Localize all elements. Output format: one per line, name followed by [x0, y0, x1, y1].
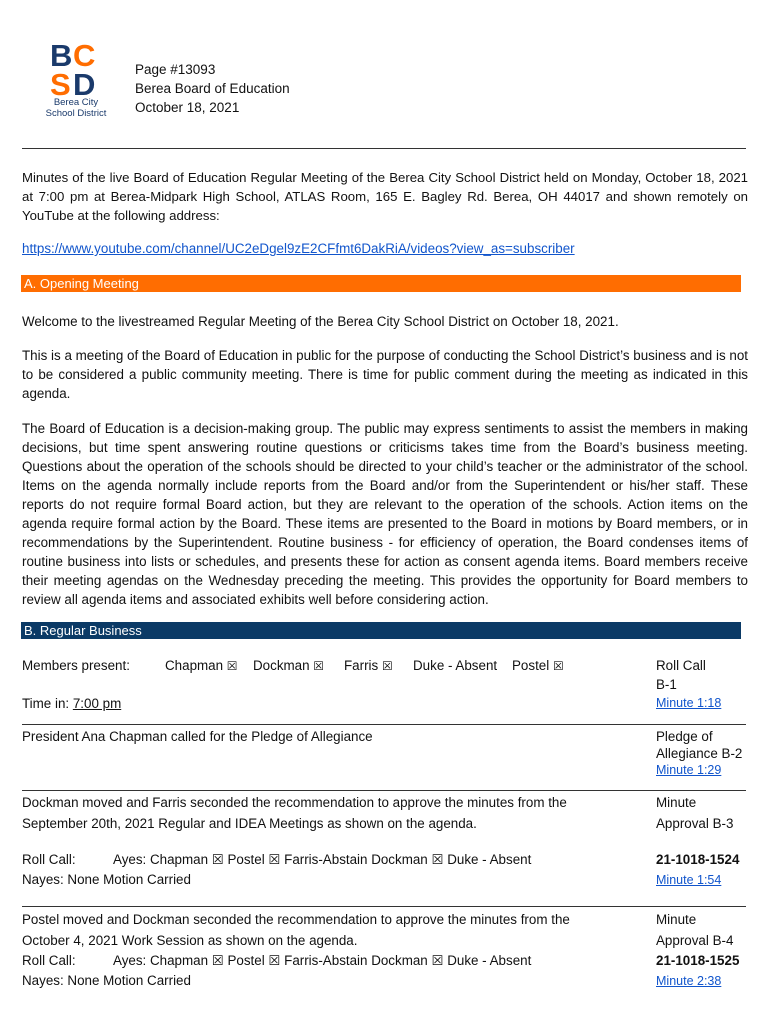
b4-side-label — [656, 911, 733, 949]
time-in-value: 7:00 pm — [72, 696, 122, 711]
member-name: Dockman — [253, 658, 310, 673]
b4-nayes: Nayes: None Motion Carried — [22, 973, 191, 988]
document-header — [135, 60, 290, 117]
intro-paragraph: Minutes of the live Board of Education Regular Meeting of the Berea City School District held on Monday, October 18, 2021 at 7:00 pm at Berea-Midpark High School, ATLAS Room, 165 E. Bagley Rd. Berea, OH 44017 and shown remotely on YouTube at the following address: — [22, 170, 748, 223]
youtube-link-row — [22, 239, 748, 258]
b3-side-label — [656, 794, 733, 832]
board-description-paragraph: The Board of Education is a decision-making group. The public may express sentiments to assist the members in making decisions, but time spent answering routine questions or criticisms takes time from the Board’s business meeting. Questions about the operation of the schools should be directed to your child’s teacher or the administrator of the school. Items on the agenda normally include reports from the Board and/or from the Superintendent or his/her staff. These reports do not require formal Board action, but they are relevant to the operation of the schools. Action items on the agenda require formal action by the Board. These items are presented to the Board in motions by Board members, or in recommendations by the Superintendent. Routine business - for efficiency of operation, the Board condenses items of routine business into lists or schedules, and presents these for action as consent agenda items. Board members receive their meeting agendas on the Wednesday preceding the meeting. This provides the opportunity for Board members to review all agenda items and associated exhibits well before considering action. — [22, 421, 748, 607]
checked-box-icon: ☒ — [381, 659, 393, 673]
logo-line-2: School District — [45, 108, 107, 119]
b4-motion-line-2: October 4, 2021 Work Session as shown on the agenda. — [22, 933, 358, 948]
side-line-1: Roll Call — [656, 658, 706, 673]
section-b-header: B. Regular Business — [21, 622, 741, 639]
side-line-2: Approval B-3 — [656, 816, 734, 831]
divider-b3 — [22, 906, 746, 907]
member-name: Postel — [512, 658, 550, 673]
page-number: Page #13093 — [135, 62, 216, 77]
divider-b2 — [22, 790, 746, 791]
b3-minute-wrap — [656, 872, 721, 889]
checked-box-icon: ☒ — [313, 659, 325, 673]
minute-link[interactable]: Minute 1:29 — [656, 763, 722, 777]
time-in-label: Time in: — [22, 696, 73, 711]
side-line-1: Pledge of — [656, 729, 713, 744]
welcome-paragraph: Welcome to the livestreamed Regular Meeting of the Berea City School District on October 18, 2021. — [22, 314, 619, 329]
b3-resolution-number: 21-1018-1524 — [656, 852, 740, 867]
logo-letter-d: D — [73, 67, 96, 100]
b4-ayes: Ayes: Chapman ☒ Postel ☒ Farris-Abstain Dockman ☒ Duke - Absent — [113, 953, 532, 968]
b3-nayes: Nayes: None Motion Carried — [22, 872, 191, 887]
b4-minute-wrap — [656, 973, 721, 990]
logo-letter-b: B — [50, 38, 73, 73]
member-farris — [344, 656, 393, 676]
member-name: Chapman — [165, 658, 224, 673]
youtube-link[interactable]: https://www.youtube.com/channel/UC2eDgel9zE2CFfmt6DakRiA/videos?view_as=subscriber — [22, 241, 575, 256]
time-in — [22, 694, 121, 713]
b3-ayes: Ayes: Chapman ☒ Postel ☒ Farris-Abstain Dockman ☒ Duke - Absent — [113, 852, 532, 867]
organization-name: Berea Board of Education — [135, 81, 290, 96]
b3-roll-call-label: Roll Call: — [22, 852, 76, 867]
district-logo — [36, 38, 116, 120]
b3-motion-line-2: September 20th, 2021 Regular and IDEA Meetings as shown on the agenda. — [22, 816, 477, 831]
minute-link[interactable]: Minute 1:18 — [656, 696, 722, 710]
pledge-text: President Ana Chapman called for the Pledge of Allegiance — [22, 729, 373, 744]
b4-resolution-number: 21-1018-1525 — [656, 953, 740, 968]
logo-letter-c: C — [73, 38, 96, 73]
section-a-header: A. Opening Meeting — [21, 275, 741, 292]
member-name: Farris — [344, 658, 379, 673]
b3-motion-line-1: Dockman moved and Farris seconded the recommendation to approve the minutes from the — [22, 795, 567, 810]
meeting-date: October 18, 2021 — [135, 100, 240, 115]
logo-letter-s: S — [50, 67, 71, 100]
b4-motion-line-1: Postel moved and Dockman seconded the recommendation to approve the minutes from the — [22, 912, 570, 927]
minute-link[interactable]: Minute 1:54 — [656, 873, 722, 887]
side-line-1: Minute — [656, 795, 697, 810]
bcsd-logo-mark — [36, 38, 116, 100]
side-line-2: Approval B-4 — [656, 933, 734, 948]
logo-line-1: Berea City — [53, 97, 99, 108]
divider-b1 — [22, 724, 746, 725]
b1-side-label — [656, 657, 721, 712]
member-postel — [512, 656, 564, 676]
checked-box-icon: ☒ — [226, 659, 238, 673]
side-line-1: Minute — [656, 912, 697, 927]
member-dockman — [253, 656, 324, 676]
side-line-2: Allegiance B-2 — [656, 746, 743, 761]
minute-link[interactable]: Minute 2:38 — [656, 974, 722, 988]
public-meeting-paragraph: This is a meeting of the Board of Education in public for the purpose of conducting the School District’s business and is not to be considered a public community meeting. There is time for public comment during the meeting as indicated in this agenda. — [22, 348, 748, 401]
b4-roll-call-label: Roll Call: — [22, 953, 76, 968]
side-line-2: B-1 — [656, 677, 677, 692]
member-chapman — [165, 656, 238, 676]
b2-side-label — [656, 728, 742, 779]
member-duke: Duke - Absent — [413, 658, 498, 673]
checked-box-icon: ☒ — [552, 659, 564, 673]
members-present-label: Members present: — [22, 658, 130, 673]
header-divider — [22, 148, 746, 149]
